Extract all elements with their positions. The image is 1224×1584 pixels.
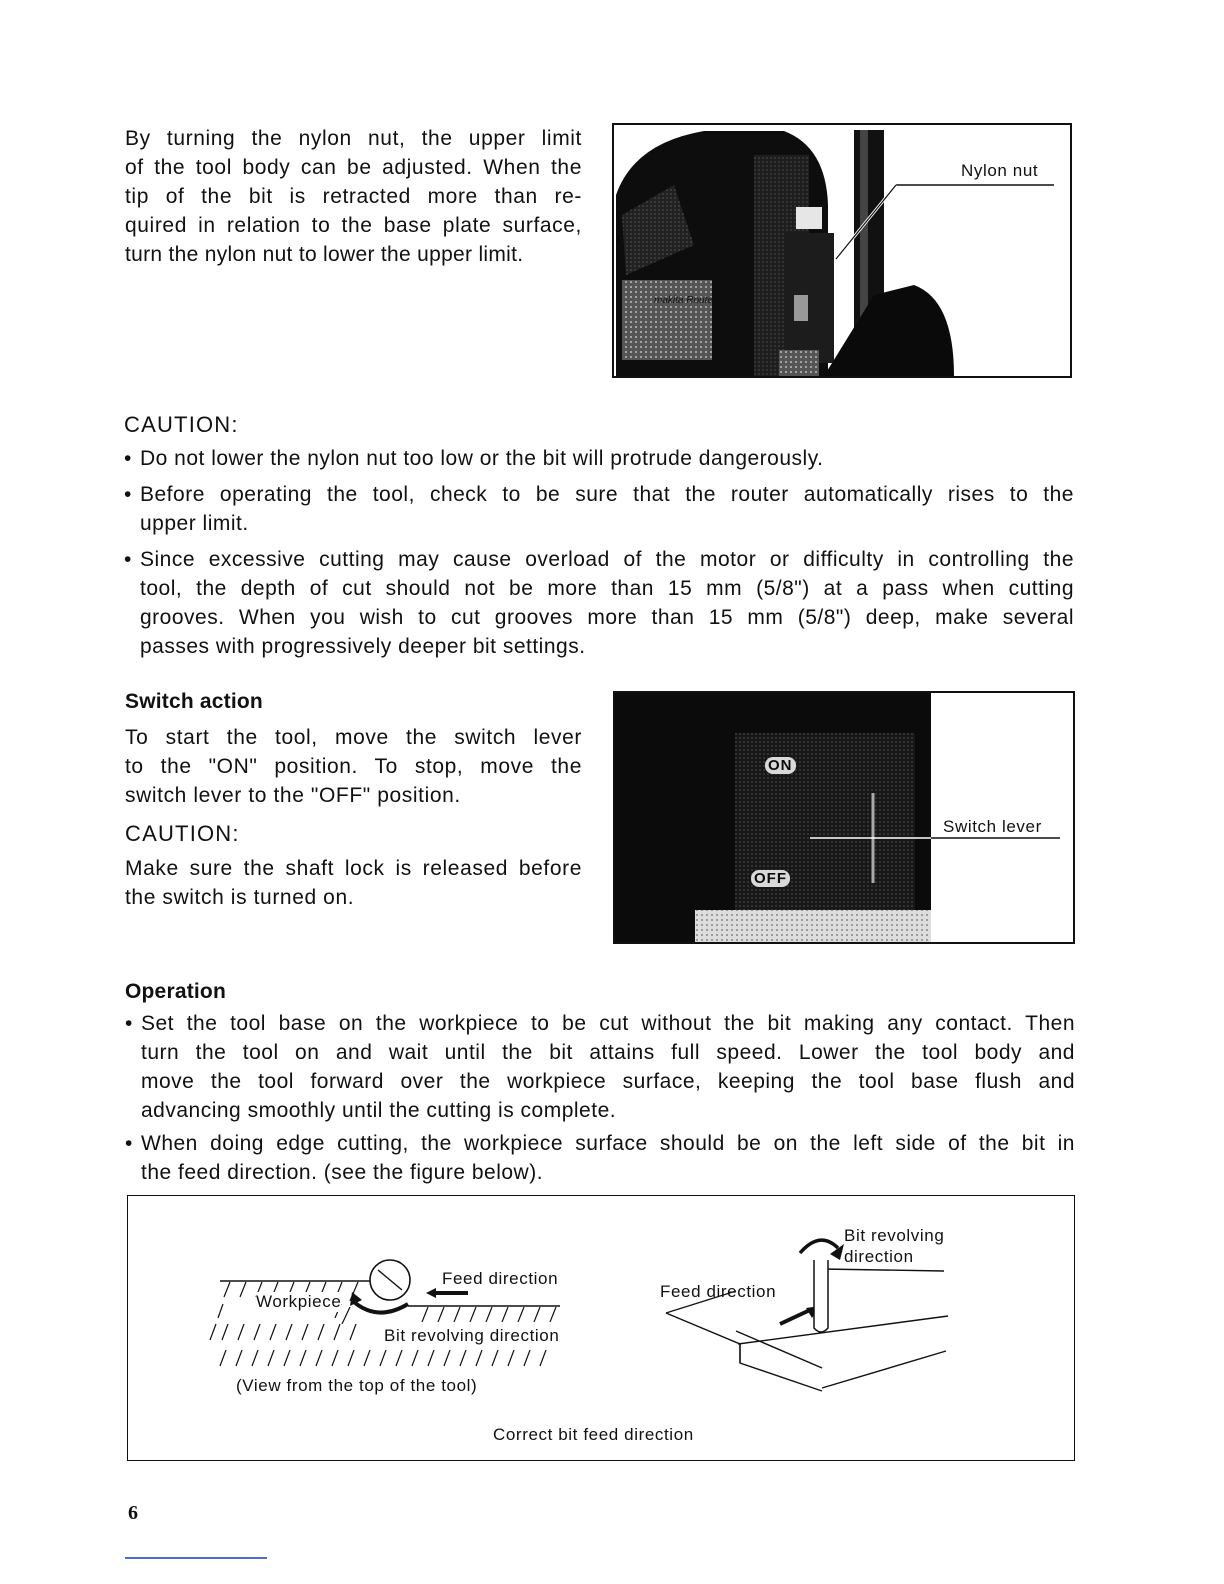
switch-lever-callout: Switch lever	[943, 817, 1042, 836]
switch-caution-line: the switch is turned on.	[125, 886, 355, 909]
workpiece-label: Workpiece	[256, 1292, 342, 1311]
intro-line: tip of the bit is retracted more than re-	[125, 185, 582, 208]
bullet-icon: •	[124, 483, 132, 506]
bullet-icon: •	[125, 1132, 133, 1155]
switch-action-paragraph	[125, 723, 582, 810]
bullet-line: Do not lower the nylon nut too low or the bit will protrude dangerously.	[140, 447, 824, 470]
switch-line: switch lever to the "OFF" position.	[125, 784, 461, 807]
switch-callout-leader	[615, 693, 1073, 942]
feed-direction-figure	[127, 1195, 1075, 1461]
switch-caution-line: Make sure the shaft lock is released before	[125, 857, 582, 880]
plate-text: makita Router	[654, 295, 717, 306]
bullet-icon: •	[124, 447, 132, 470]
intro-line: turn the nylon nut to lower the upper limit.	[125, 243, 524, 266]
page-number: 6	[128, 1502, 138, 1524]
view-note: (View from the top of the tool)	[236, 1376, 478, 1395]
switch-action-heading: Switch action	[125, 690, 263, 713]
switch-line: to the "ON" position. To stop, move the	[125, 755, 582, 778]
intro-line: quired in relation to the base plate surface,	[125, 214, 582, 237]
figure-caption: Correct bit feed direction	[493, 1425, 694, 1444]
switch-caution-paragraph	[125, 854, 582, 912]
switch-caution-heading: CAUTION:	[125, 821, 240, 846]
bit-revolving-label-left: Bit revolving direction	[384, 1326, 560, 1345]
bullet-line: passes with progressively deeper bit settings.	[140, 635, 586, 658]
caution-bullet	[124, 545, 1074, 661]
intro-paragraph	[125, 124, 582, 269]
bullet-line: Since excessive cutting may cause overload of the motor or difficulty in controlling the	[140, 548, 1074, 571]
operation-bullet	[125, 1129, 1075, 1187]
feed-direction-label-left: Feed direction	[442, 1269, 559, 1288]
bullet-icon: •	[124, 548, 132, 571]
bullet-line: move the tool forward over the workpiece surface, keeping the tool base flush and	[141, 1070, 1075, 1093]
feed-direction-label-right: Feed direction	[660, 1282, 777, 1301]
bullet-line: When doing edge cutting, the workpiece surface should be on the left side of the bit in	[141, 1132, 1075, 1155]
bullet-line: advancing smoothly until the cutting is complete.	[141, 1099, 617, 1122]
switch-line: To start the tool, move the switch lever	[125, 726, 582, 749]
bullet-line: turn the tool on and wait until the bit attains full speed. Lower the tool body and	[141, 1041, 1075, 1064]
nylon-nut-photo	[612, 123, 1072, 378]
operation-heading: Operation	[125, 980, 226, 1003]
bit-revolving-label-right-2: direction	[844, 1247, 914, 1266]
bullet-line: Set the tool base on the workpiece to be cut without the bit making any contact. Then	[141, 1012, 1075, 1035]
bullet-line: Before operating the tool, check to be sure that the router automatically rises to the	[140, 483, 1074, 506]
caution-bullet	[124, 444, 1074, 473]
bullet-line: the feed direction. (see the figure below).	[141, 1161, 544, 1184]
switch-lever-photo	[613, 691, 1075, 944]
nylon-nut-callout: Nylon nut	[961, 161, 1039, 180]
bullet-line: tool, the depth of cut should not be more than 15 mm (5/8") at a pass when cutting	[140, 577, 1074, 600]
intro-line: of the tool body can be adjusted. When the	[125, 156, 582, 179]
caution-heading: CAUTION:	[124, 412, 239, 437]
callout-leader	[614, 125, 1070, 376]
intro-line: By turning the nylon nut, the upper limit	[125, 127, 582, 150]
footer-rule	[125, 1557, 267, 1559]
caution-bullet	[124, 480, 1074, 538]
operation-bullet	[125, 1009, 1075, 1125]
on-label: ON	[765, 757, 796, 774]
bit-revolving-label-right-1: Bit revolving	[844, 1226, 945, 1245]
bullet-line: upper limit.	[140, 512, 249, 535]
bullet-line: grooves. When you wish to cut grooves more than 15 mm (5/8") deep, make several	[140, 606, 1074, 629]
bullet-icon: •	[125, 1012, 133, 1035]
off-label: OFF	[751, 870, 790, 887]
